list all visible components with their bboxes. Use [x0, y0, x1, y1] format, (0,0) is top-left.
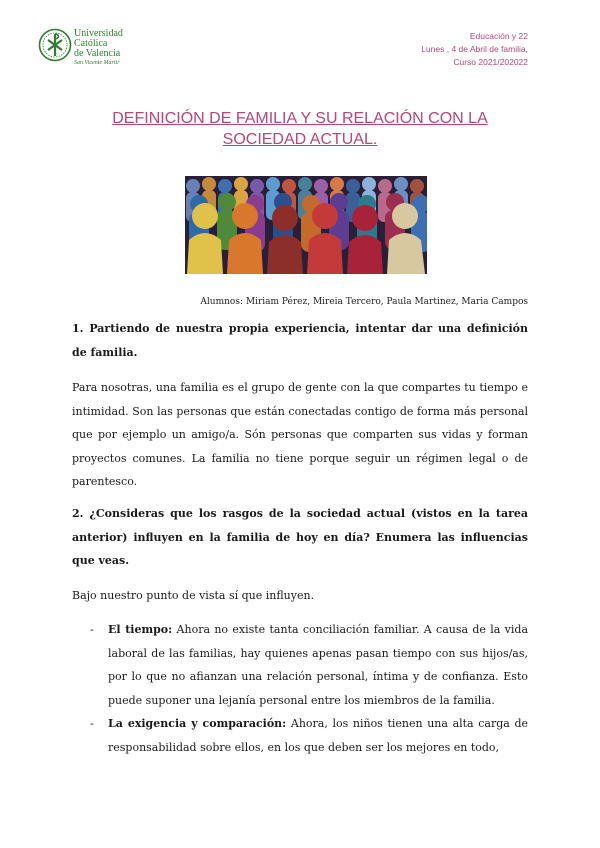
list-dash: -: [90, 623, 94, 636]
university-crest-icon: [38, 28, 72, 62]
list-item-text: Ahora, los niños tienen una alta carga de responsabilidad sobre ellos, en los que deben ser los mejores en todo,: [108, 717, 528, 754]
question-1: 1. Partiendo de nuestra propia experiencia, intentar dar una definición de familia.: [72, 322, 528, 359]
list-item: [72, 712, 528, 759]
authors-line: Alumnos: Miriam Pérez, Mireia Tercero, Paula Martinez, Maria Campos: [200, 297, 528, 307]
crowd-illustration: [185, 176, 427, 274]
logo-line-4: San Vicente Mártir: [74, 60, 120, 66]
logo-line-1: Universidad: [74, 28, 123, 39]
document-title: DEFINICIÓN DE FAMILIA Y SU RELACIÓN CON LA SOCIEDAD ACTUAL.: [112, 110, 488, 148]
header-info: [421, 30, 528, 69]
university-name: [74, 29, 123, 67]
logo-line-2: Católica: [74, 38, 108, 49]
answer-1: Para nosotras, una familia es el grupo de gente con la que compartes tu tiempo e intimidad. Son las personas que están conectadas contigo de forma más personal que por ejemplo un amigo/a. Són personas que comparten sus vidas y forman proyectos comunes. La familia no tiene porque seguir un régimen legal o de parentesco.: [72, 381, 528, 488]
answer-2-intro: Bajo nuestro punto de vista sí que influyen.: [72, 589, 315, 602]
list-item-term: El tiempo:: [108, 623, 173, 636]
list-dash: -: [90, 717, 94, 730]
logo-line-3: de Valencia: [74, 48, 121, 59]
list-item-term: La exigencia y comparación:: [108, 717, 287, 730]
header-line-course: Curso 2021/202022: [453, 57, 528, 67]
header-line-subject: Educación y 22: [469, 31, 528, 41]
header-line-date: Lunes , 4 de Abril de familia,: [421, 44, 528, 54]
question-2: 2. ¿Consideras que los rasgos de la sociedad actual (vistos en la tarea anterior) influyen en la familia de hoy en día? Enumera las influencias que veas.: [72, 507, 528, 567]
university-logo: [38, 28, 138, 64]
influences-list: [72, 618, 528, 759]
list-item: [72, 618, 528, 712]
list-item-text: Ahora no existe tanta conciliación familiar. A causa de la vida laboral de las familias, hay quienes apenas pasan tiempo con sus hijos/as, por lo que no afianzan una relación personal, íntima y de confianza. Esto puede suponer una lejanía personal entre los miembros de la familia.: [108, 623, 528, 707]
